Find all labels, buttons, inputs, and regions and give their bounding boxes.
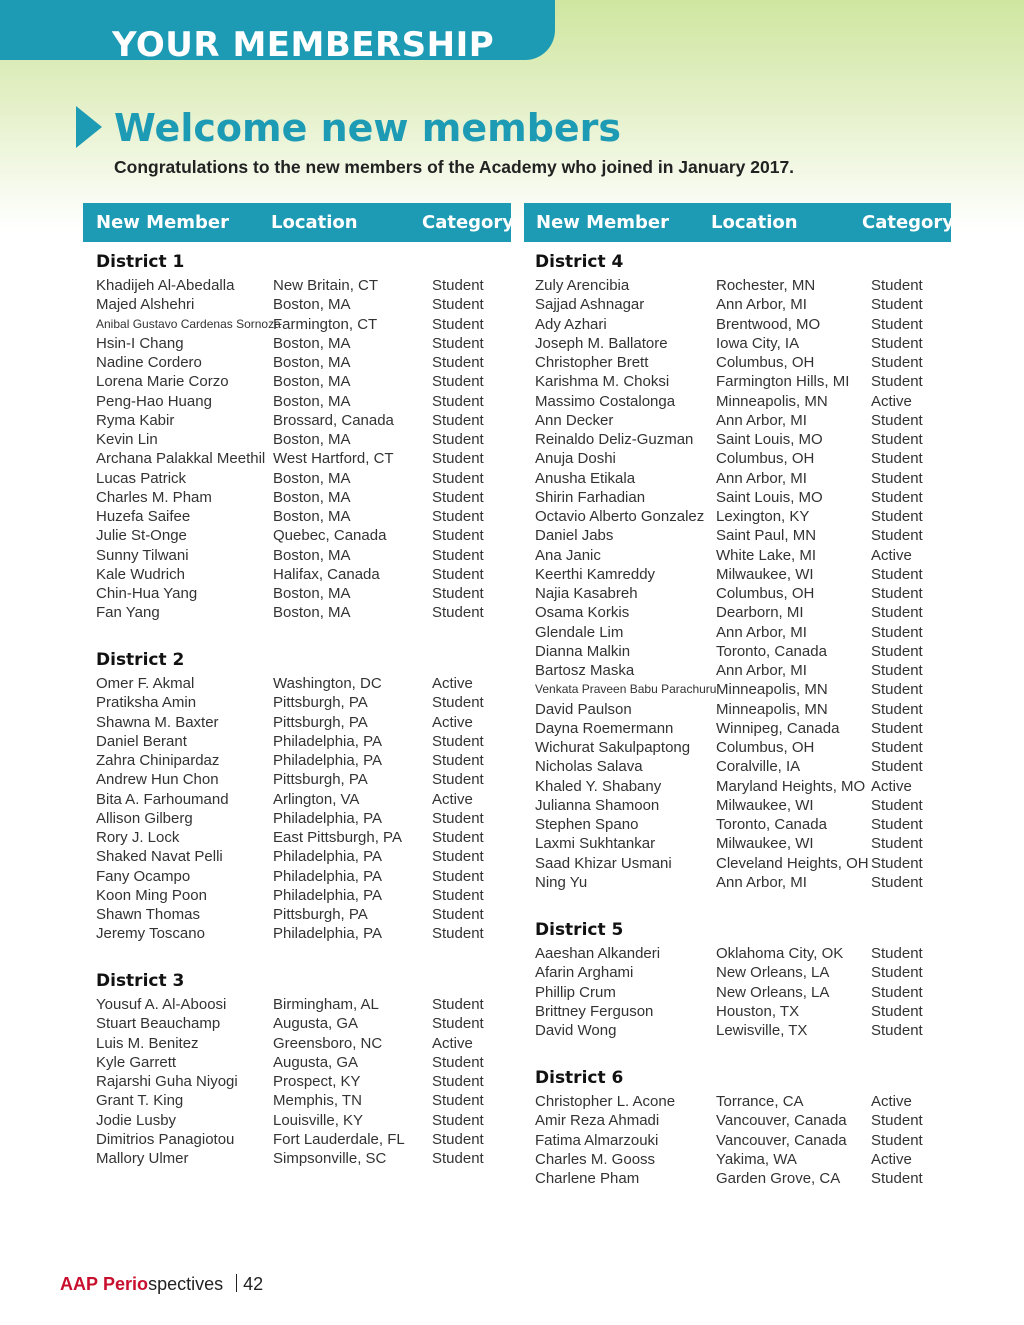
member-category: Student — [432, 296, 484, 314]
member-name: Khadijeh Al-Abedalla — [96, 277, 235, 294]
member-name: Shirin Farhadian — [535, 488, 646, 506]
member-category: Student — [871, 469, 923, 487]
member-category: Student — [432, 1053, 484, 1071]
member-category: Student — [432, 886, 484, 904]
member-category: Student — [871, 945, 923, 962]
member-location: Toronto, Canada — [716, 816, 827, 833]
member-name: Julie St-Onge — [96, 527, 187, 545]
member-name: Bartosz Maska — [535, 662, 635, 679]
member-name: Massimo Costalonga — [535, 392, 676, 410]
member-name: Yousuf A. Al-Aboosi — [96, 996, 227, 1013]
footer-brand-spectives: spectives — [148, 1274, 224, 1294]
member-category: Student — [432, 848, 484, 866]
member-location: Ann Arbor, MI — [716, 873, 807, 891]
member-name: David Paulson — [535, 700, 632, 718]
member-category: Student — [432, 469, 484, 487]
member-category: Student — [432, 546, 484, 564]
footer-brand-aap: AAP — [60, 1274, 99, 1294]
member-name: Fany Ocampo — [96, 867, 191, 885]
member-location: Pittsburgh, PA — [273, 713, 368, 731]
member-category: Active — [432, 790, 473, 808]
member-category: Student — [871, 1170, 923, 1187]
member-location: Houston, TX — [716, 1002, 800, 1020]
table-header-right — [524, 203, 955, 242]
member-name: Lorena Marie Corzo — [96, 373, 229, 391]
member-location: Fort Lauderdale, FL — [273, 1130, 405, 1148]
member-location: Winnipeg, Canada — [716, 719, 840, 737]
header-category: Category — [862, 212, 955, 233]
member-category: Student — [871, 719, 923, 737]
member-name: Charlene Pham — [535, 1170, 640, 1187]
member-category: Student — [432, 392, 484, 410]
member-name: Mallory Ulmer — [96, 1150, 189, 1167]
member-name: Glendale Lim — [535, 623, 624, 641]
member-category: Student — [432, 431, 484, 448]
member-location: Philadelphia, PA — [273, 867, 382, 885]
member-location: Torrance, CA — [716, 1093, 804, 1110]
member-category: Active — [432, 1034, 473, 1052]
member-location: Halifax, Canada — [273, 565, 380, 583]
member-location: Milwaukee, WI — [716, 835, 814, 853]
member-name: Octavio Alberto Gonzalez — [535, 508, 705, 525]
member-location: Columbus, OH — [716, 739, 815, 756]
member-name: Ady Azhari — [535, 315, 607, 333]
member-category: Student — [871, 662, 923, 679]
member-category: Student — [432, 411, 484, 429]
member-name: Bita A. Farhoumand — [96, 790, 229, 808]
member-name: Karishma M. Choksi — [535, 373, 670, 391]
member-name: Sajjad Ashnagar — [535, 296, 645, 314]
member-category: Student — [432, 373, 484, 391]
page-title: Welcome new members — [114, 106, 622, 150]
member-location: Augusta, GA — [273, 1053, 359, 1071]
member-location: Brentwood, MO — [716, 315, 821, 333]
member-location: Ann Arbor, MI — [716, 411, 807, 429]
member-location: Minneapolis, MN — [716, 392, 828, 410]
member-name: Rory J. Lock — [96, 829, 180, 846]
member-location: New Britain, CT — [273, 277, 379, 294]
member-category: Student — [871, 488, 923, 506]
member-category: Student — [432, 1150, 484, 1167]
footer-divider — [236, 1274, 237, 1292]
member-name: Phillip Crum — [535, 983, 616, 1001]
member-name: Ana Janic — [535, 546, 601, 564]
member-location: Louisville, KY — [273, 1111, 364, 1129]
member-category: Student — [871, 585, 923, 602]
member-name: Nicholas Salava — [535, 758, 643, 776]
member-category: Student — [871, 1002, 923, 1020]
member-location: Iowa City, IA — [716, 334, 800, 352]
member-name: Khaled Y. Shabany — [535, 777, 662, 795]
member-category: Student — [871, 1112, 923, 1130]
member-name: Reinaldo Deliz-Guzman — [535, 431, 694, 448]
member-category: Student — [432, 508, 484, 525]
member-name: Daniel Berant — [96, 732, 187, 750]
member-location: Saint Paul, MN — [716, 527, 817, 545]
member-category: Student — [871, 277, 923, 294]
member-name: Huzefa Saifee — [96, 508, 191, 525]
member-location: Saint Louis, MO — [716, 488, 823, 506]
member-category: Student — [871, 296, 923, 314]
member-location: Boston, MA — [273, 373, 351, 391]
member-category: Student — [432, 906, 484, 923]
member-location: Boston, MA — [273, 392, 351, 410]
member-category: Student — [871, 964, 923, 982]
member-name: Dianna Malkin — [535, 642, 631, 660]
district-title: District 5 — [535, 920, 624, 940]
member-name: Kyle Garrett — [96, 1053, 177, 1071]
member-name: Fatima Almarzouki — [535, 1131, 659, 1149]
member-name: Aaeshan Alkanderi — [535, 945, 661, 962]
member-category: Student — [871, 508, 923, 525]
member-category: Student — [871, 354, 923, 371]
member-name: Zahra Chinipardaz — [96, 752, 220, 769]
member-location: Pittsburgh, PA — [273, 694, 368, 712]
member-category: Active — [432, 713, 473, 731]
member-name: Andrew Hun Chon — [96, 771, 219, 789]
member-name: Omer F. Akmal — [96, 675, 195, 692]
member-category: Active — [432, 675, 473, 692]
member-name: Daniel Jabs — [535, 527, 614, 545]
district-title: District 2 — [96, 650, 185, 670]
member-name: Chin-Hua Yang — [96, 585, 198, 602]
member-name: Ning Yu — [535, 873, 588, 891]
district-title: District 1 — [96, 252, 185, 272]
member-name: Anusha Etikala — [535, 469, 636, 487]
member-location: Boston, MA — [273, 508, 351, 525]
member-category: Student — [871, 527, 923, 545]
member-location: Minneapolis, MN — [716, 681, 828, 699]
member-name: Najia Kasabreh — [535, 585, 638, 602]
member-location: Dearborn, MI — [716, 604, 804, 622]
member-category: Student — [871, 334, 923, 352]
member-name: Jeremy Toscano — [96, 925, 205, 943]
member-name: Laxmi Sukhtankar — [535, 835, 656, 853]
member-category: Student — [871, 873, 923, 891]
member-category: Student — [432, 829, 484, 846]
member-location: West Hartford, CT — [273, 450, 394, 468]
member-category: Student — [432, 996, 484, 1013]
member-name: Dimitrios Panagiotou — [96, 1130, 235, 1148]
member-location: Vancouver, Canada — [716, 1112, 847, 1130]
member-location: Boston, MA — [273, 604, 351, 622]
member-name: Saad Khizar Usmani — [535, 854, 672, 872]
member-category: Student — [432, 450, 484, 468]
member-category: Student — [871, 758, 923, 776]
member-name: Rajarshi Guha Niyogi — [96, 1073, 238, 1090]
member-location: Ann Arbor, MI — [716, 296, 807, 314]
member-location: Simpsonville, SC — [273, 1150, 387, 1167]
member-location: Milwaukee, WI — [716, 796, 814, 814]
member-location: Ann Arbor, MI — [716, 469, 807, 487]
member-category: Student — [432, 925, 484, 943]
member-location: Minneapolis, MN — [716, 700, 828, 718]
member-name: Archana Palakkal Meethil — [96, 450, 266, 468]
member-location: Boston, MA — [273, 488, 351, 506]
member-category: Student — [871, 623, 923, 641]
member-category: Student — [871, 835, 923, 853]
member-name: Lucas Patrick — [96, 469, 187, 487]
member-location: New Orleans, LA — [716, 964, 830, 982]
member-location: Boston, MA — [273, 469, 351, 487]
member-name: Majed Alshehri — [96, 296, 195, 314]
member-location: Augusta, GA — [273, 1015, 359, 1033]
member-category: Active — [871, 392, 912, 410]
member-name: Hsin-I Chang — [96, 334, 184, 352]
member-category: Student — [432, 694, 484, 712]
member-name: Stuart Beauchamp — [96, 1015, 221, 1033]
member-location: Saint Louis, MO — [716, 431, 823, 448]
member-location: Washington, DC — [273, 675, 382, 692]
member-name: Julianna Shamoon — [535, 796, 660, 814]
member-name: Christopher Brett — [535, 354, 649, 371]
member-name: Stephen Spano — [535, 816, 639, 833]
member-category: Student — [432, 1092, 484, 1110]
member-location: Prospect, KY — [273, 1073, 361, 1090]
member-name: Pratiksha Amin — [96, 694, 197, 712]
member-name: Kevin Lin — [96, 431, 158, 448]
member-category: Student — [871, 739, 923, 756]
member-name: Ann Decker — [535, 411, 614, 429]
member-category: Student — [871, 796, 923, 814]
member-category: Active — [871, 777, 912, 795]
member-name: Osama Korkis — [535, 604, 630, 622]
table-header-left — [83, 203, 515, 242]
member-name: Luis M. Benitez — [96, 1034, 199, 1052]
member-location: Boston, MA — [273, 296, 351, 314]
member-category: Student — [432, 488, 484, 506]
member-location: Milwaukee, WI — [716, 565, 814, 583]
member-location: Coralville, IA — [716, 758, 801, 776]
member-location: Pittsburgh, PA — [273, 906, 368, 923]
member-location: Philadelphia, PA — [273, 809, 382, 827]
member-category: Student — [432, 752, 484, 769]
member-name: Venkata Praveen Babu Parachuru — [535, 682, 717, 697]
member-name: Peng-Hao Huang — [96, 392, 212, 410]
member-category: Student — [871, 315, 923, 333]
member-location: Columbus, OH — [716, 585, 815, 602]
member-name: Charles M. Gooss — [535, 1150, 656, 1168]
member-name: Brittney Ferguson — [535, 1002, 654, 1020]
member-location: Philadelphia, PA — [273, 848, 382, 866]
member-category: Student — [432, 771, 484, 789]
member-category: Student — [871, 854, 923, 872]
member-location: Ann Arbor, MI — [716, 662, 807, 679]
district-title: District 6 — [535, 1068, 624, 1088]
member-name: David Wong — [535, 1022, 617, 1039]
member-location: New Orleans, LA — [716, 983, 830, 1001]
member-name: Allison Gilberg — [96, 809, 193, 827]
member-name: Charles M. Pham — [96, 488, 212, 506]
member-category: Active — [871, 546, 912, 564]
member-category: Student — [432, 354, 484, 371]
footer-brand-perio: Perio — [103, 1274, 149, 1294]
member-name: Ryma Kabir — [96, 411, 175, 429]
member-name: Koon Ming Poon — [96, 886, 207, 904]
member-name: Zuly Arencibia — [535, 277, 630, 294]
member-location: White Lake, MI — [716, 546, 817, 564]
member-location: Cleveland Heights, OH — [716, 854, 869, 872]
member-location: Arlington, VA — [273, 790, 360, 808]
member-category: Student — [432, 277, 484, 294]
member-name: Shaked Navat Pelli — [96, 848, 223, 866]
member-name: Kale Wudrich — [96, 565, 185, 583]
member-location: Columbus, OH — [716, 450, 815, 468]
page-number: 42 — [243, 1274, 264, 1294]
member-category: Student — [871, 1131, 923, 1149]
member-name: Amir Reza Ahmadi — [535, 1112, 660, 1130]
member-location: Quebec, Canada — [273, 527, 387, 545]
member-name: Grant T. King — [96, 1092, 184, 1110]
member-category: Student — [432, 1015, 484, 1033]
page-footer — [60, 1272, 263, 1296]
member-category: Student — [432, 527, 484, 545]
member-category: Student — [432, 867, 484, 885]
member-location: Boston, MA — [273, 546, 351, 564]
member-location: Farmington Hills, MI — [716, 373, 850, 391]
member-location: Farmington, CT — [273, 315, 378, 333]
member-location: Philadelphia, PA — [273, 886, 382, 904]
member-category: Student — [871, 681, 923, 699]
member-category: Student — [432, 1111, 484, 1129]
member-location: Pittsburgh, PA — [273, 771, 368, 789]
member-category: Student — [432, 1073, 484, 1090]
member-category: Active — [871, 1093, 912, 1110]
member-location: Boston, MA — [273, 585, 351, 602]
member-location: Boston, MA — [273, 334, 351, 352]
member-location: Brossard, Canada — [273, 411, 394, 429]
member-location: Memphis, TN — [273, 1092, 362, 1110]
header-category: Category — [422, 212, 515, 233]
member-category: Student — [871, 450, 923, 468]
member-location: East Pittsburgh, PA — [273, 829, 402, 846]
member-name: Keerthi Kamreddy — [535, 565, 656, 583]
member-location: Philadelphia, PA — [273, 925, 382, 943]
member-category: Student — [432, 1130, 484, 1148]
member-name: Joseph M. Ballatore — [535, 334, 668, 352]
member-location: Birmingham, AL — [273, 996, 379, 1013]
banner-title: YOUR MEMBERSHIP — [112, 25, 495, 60]
member-name: Dayna Roemermann — [535, 719, 674, 737]
member-location: Ann Arbor, MI — [716, 623, 807, 641]
header-location: Location — [271, 212, 358, 233]
member-name: Jodie Lusby — [96, 1111, 177, 1129]
member-name: Anibal Gustavo Cardenas Sornoza — [96, 316, 281, 331]
district-title: District 4 — [535, 252, 624, 272]
header-location: Location — [711, 212, 798, 233]
member-category: Student — [871, 983, 923, 1001]
member-location: Boston, MA — [273, 354, 351, 371]
member-category: Student — [432, 604, 484, 622]
member-name: Shawna M. Baxter — [96, 713, 219, 731]
member-category: Student — [871, 700, 923, 718]
member-name: Nadine Cordero — [96, 354, 202, 371]
member-category: Student — [871, 642, 923, 660]
member-location: Boston, MA — [273, 431, 351, 448]
member-location: Lewisville, TX — [716, 1022, 808, 1039]
member-category: Student — [432, 315, 484, 333]
member-location: Yakima, WA — [716, 1150, 797, 1168]
member-location: Maryland Heights, MO — [716, 777, 866, 795]
member-location: Oklahoma City, OK — [716, 945, 844, 962]
member-category: Student — [871, 431, 923, 448]
member-category: Student — [432, 809, 484, 827]
member-location: Toronto, Canada — [716, 642, 827, 660]
member-name: Afarin Arghami — [535, 964, 634, 982]
member-location: Philadelphia, PA — [273, 732, 382, 750]
member-name: Anuja Doshi — [535, 450, 616, 468]
member-category: Student — [432, 585, 484, 602]
member-category: Student — [432, 732, 484, 750]
member-name: Sunny Tilwani — [96, 546, 189, 564]
member-location: Rochester, MN — [716, 277, 816, 294]
member-location: Columbus, OH — [716, 354, 815, 371]
header-new-member: New Member — [536, 212, 670, 233]
member-category: Student — [871, 604, 923, 622]
page-subtitle: Congratulations to the new members of the Academy who joined in January 2017. — [114, 157, 795, 177]
member-category: Student — [871, 816, 923, 833]
member-name: Fan Yang — [96, 604, 160, 622]
member-location: Lexington, KY — [716, 508, 810, 525]
member-category: Active — [871, 1150, 912, 1168]
triangle-arrow-icon — [76, 106, 102, 148]
member-category: Student — [432, 565, 484, 583]
district-title: District 3 — [96, 971, 185, 991]
member-category: Student — [871, 411, 923, 429]
member-location: Greensboro, NC — [273, 1034, 383, 1052]
member-category: Student — [871, 1022, 923, 1039]
member-name: Shawn Thomas — [96, 906, 200, 923]
member-location: Vancouver, Canada — [716, 1131, 847, 1149]
member-category: Student — [871, 565, 923, 583]
header-new-member: New Member — [96, 212, 230, 233]
member-name: Wichurat Sakulpaptong — [535, 739, 691, 756]
member-name: Christopher L. Acone — [535, 1093, 676, 1110]
member-category: Student — [432, 334, 484, 352]
member-location: Garden Grove, CA — [716, 1170, 841, 1187]
member-location: Philadelphia, PA — [273, 752, 382, 769]
member-category: Student — [871, 373, 923, 391]
